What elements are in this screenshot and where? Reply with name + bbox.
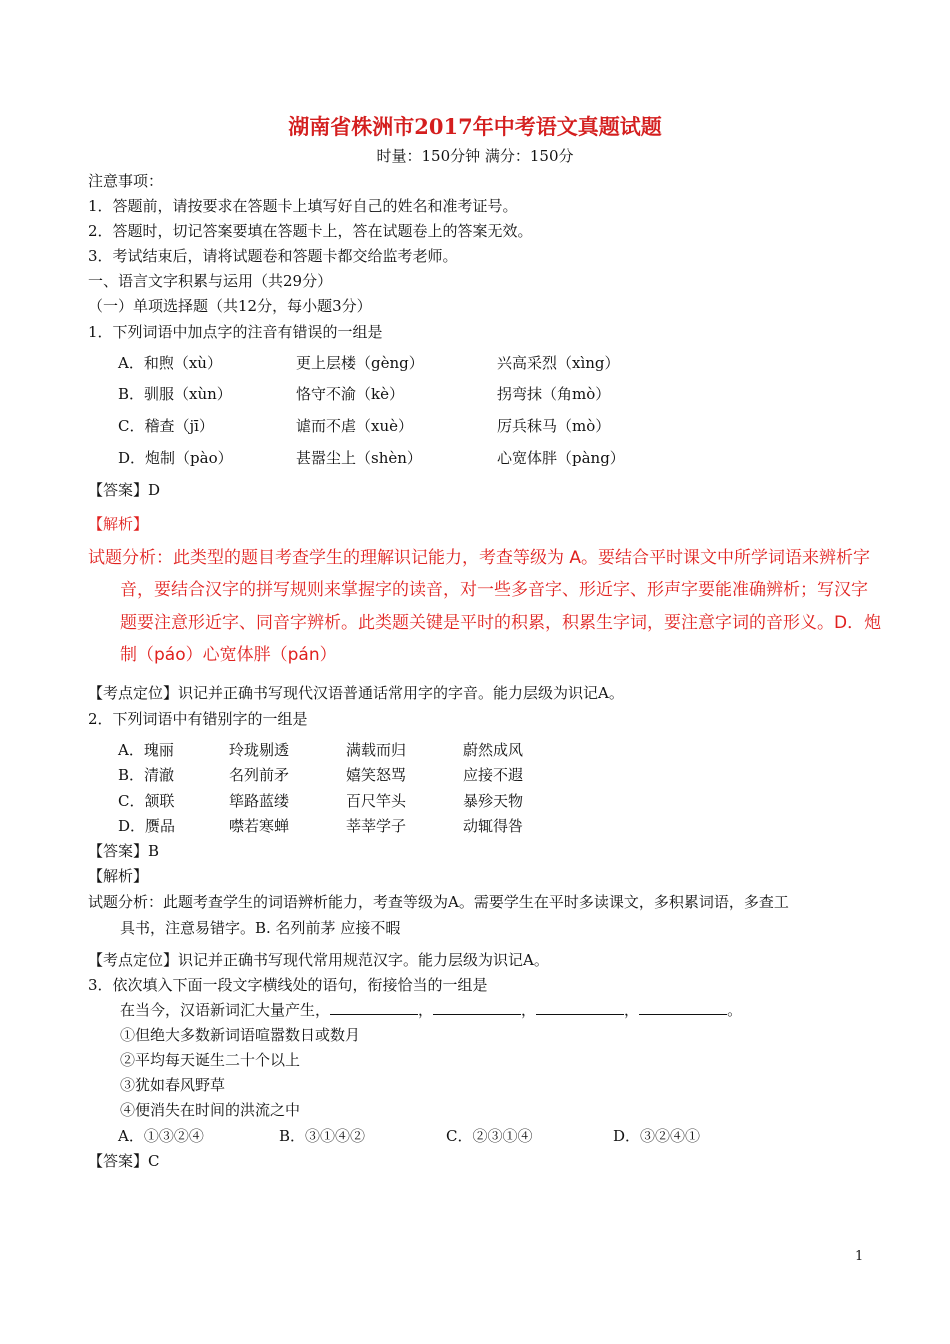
option-cell: 心宽体胖（pàng） xyxy=(497,449,625,467)
option-cell: 厉兵秣马（mò） xyxy=(497,417,611,435)
analysis-text: 试题分析：此类型的题目考查学生的理解识记能力，考查等级为 A。要结合平时课文中所学词语来辨析字 xyxy=(88,548,871,568)
blank-line xyxy=(330,1000,418,1015)
option-cell: 拐弯抹（角mò） xyxy=(497,385,611,403)
analysis-text: 具书，注意易错字。B. 名列前茅 应接不暇 xyxy=(120,919,401,937)
option-cell: 莘莘学子 xyxy=(346,817,407,835)
notice-item: 2．答题时，切记答案要填在答题卡上，答在试题卷上的答案无效。 xyxy=(88,222,533,240)
notice-heading: 注意事项： xyxy=(88,172,164,190)
option-cell: 蔚然成风 xyxy=(463,741,524,759)
answer-line: 【答案】D xyxy=(88,481,161,499)
page-title: 湖南省株洲市2017年中考语文真题试题 xyxy=(288,114,662,139)
option-cell: 嬉笑怒骂 xyxy=(346,766,407,784)
option-cell: C．②③①④ xyxy=(446,1127,533,1145)
option-cell: C．稽查（jī） xyxy=(118,417,214,435)
sentence-item: ②平均每天诞生二十个以上 xyxy=(120,1051,301,1069)
answer-line: 【答案】C xyxy=(88,1152,160,1170)
option-cell: 噤若寒蝉 xyxy=(229,817,290,835)
option-cell: B．驯服（xùn） xyxy=(118,385,232,403)
option-cell: 更上层楼（gèng） xyxy=(296,354,424,372)
notice-item: 1．答题前，请按要求在答题卡上填写好自己的姓名和准考证号。 xyxy=(88,197,518,215)
option-cell: A．和煦（xù） xyxy=(118,354,222,372)
analysis-text: 音，要结合汉字的拼写规则来掌握字的读音，对一些多音字、形近字、形声字要能准确辨析；写汉字 xyxy=(120,580,868,600)
section-heading: 一、语言文字积累与运用（共29分） xyxy=(88,272,333,290)
analysis-text: 题要注意形近字、同音字辨析。此类题关键是平时的积累，积累生字词，要注意字词的音形义。D．炮 xyxy=(120,613,882,633)
fill-blank-passage: 在当今，汉语新词汇大量产生， ， ， ， 。 xyxy=(120,1001,743,1019)
subsection-heading: （一）单项选择题（共12分，每小题3分） xyxy=(88,297,372,315)
option-cell: 筚路蓝缕 xyxy=(229,792,290,810)
option-cell: D．炮制（pào） xyxy=(118,449,233,467)
question-stem: 2．下列词语中有错别字的一组是 xyxy=(88,710,308,728)
page-number: 1 xyxy=(855,1249,864,1264)
option-cell: B．清澈 xyxy=(118,766,175,784)
option-cell: A．瑰丽 xyxy=(118,741,174,759)
option-cell: 百尺竿头 xyxy=(346,792,407,810)
option-cell: 恪守不渝（kè） xyxy=(296,385,404,403)
analysis-heading: 【解析】 xyxy=(88,515,149,533)
exam-point: 【考点定位】识记并正确书写现代常用规范汉字。能力层级为识记A。 xyxy=(88,951,549,969)
option-cell: D．赝品 xyxy=(118,817,176,835)
option-cell: C．颔联 xyxy=(118,792,175,810)
blank-line xyxy=(536,1000,624,1015)
question-stem: 1．下列词语中加点字的注音有错误的一组是 xyxy=(88,323,383,341)
option-cell: 玲珑剔透 xyxy=(229,741,290,759)
sentence-item: ④便消失在时间的洪流之中 xyxy=(120,1101,301,1119)
option-cell: 甚嚣尘上（shèn） xyxy=(296,449,422,467)
analysis-text: 制（páo）心宽体胖（pán） xyxy=(120,645,337,665)
option-cell: A．①③②④ xyxy=(118,1127,204,1145)
analysis-heading: 【解析】 xyxy=(88,867,149,885)
sentence-item: ①但绝大多数新词语喧嚣数日或数月 xyxy=(120,1026,361,1044)
answer-line: 【答案】B xyxy=(88,842,160,860)
option-cell: 名列前矛 xyxy=(229,766,290,784)
blank-line xyxy=(639,1000,727,1015)
option-cell: D．③②④① xyxy=(613,1127,701,1145)
option-cell: 动辄得咎 xyxy=(463,817,524,835)
option-cell: 暴殄天物 xyxy=(463,792,524,810)
question-stem: 3．依次填入下面一段文字横线处的语句，衔接恰当的一组是 xyxy=(88,976,488,994)
exam-point: 【考点定位】识记并正确书写现代汉语普通话常用字的字音。能力层级为识记A。 xyxy=(88,684,624,702)
passage-text: 在当今，汉语新词汇大量产生， xyxy=(120,1001,331,1019)
option-cell: 谑而不虐（xuè） xyxy=(296,417,413,435)
blank-line xyxy=(433,1000,521,1015)
option-cell: 满载而归 xyxy=(346,741,407,759)
analysis-text: 试题分析：此题考查学生的词语辨析能力，考查等级为A。需要学生在平时多读课文，多积累词语，多查工 xyxy=(88,893,789,911)
notice-item: 3．考试结束后，请将试题卷和答题卡都交给监考老师。 xyxy=(88,247,458,265)
option-cell: 兴高采烈（xìng） xyxy=(497,354,620,372)
sentence-item: ③犹如春风野草 xyxy=(120,1076,226,1094)
option-cell: 应接不遐 xyxy=(463,766,524,784)
exam-time-score: 时量：150分钟 满分：150分 xyxy=(376,147,574,165)
option-cell: B．③①④② xyxy=(279,1127,366,1145)
